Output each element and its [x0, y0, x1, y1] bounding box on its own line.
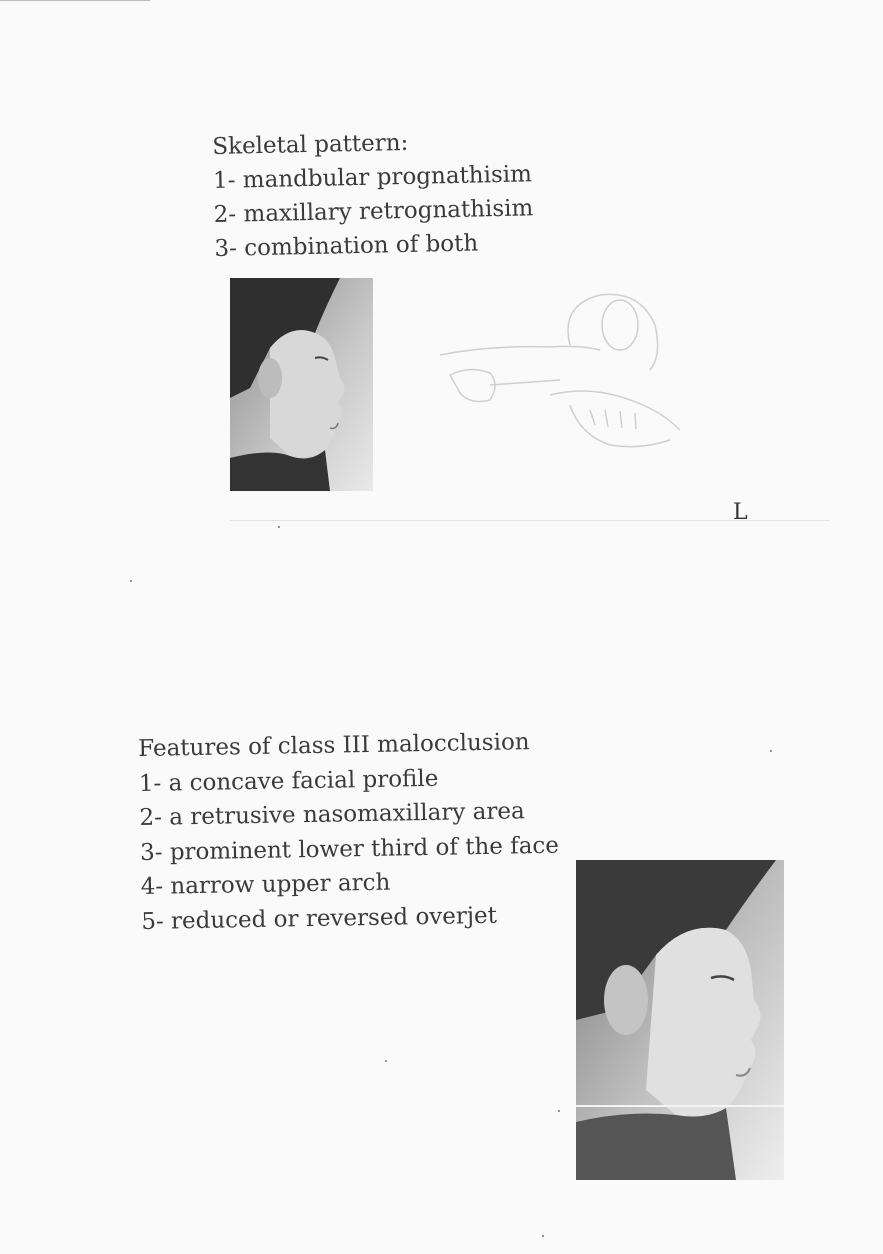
- skeletal-pattern-section: [212, 123, 534, 266]
- list-item: 2- a retrusive nasomaxillary area: [139, 798, 525, 831]
- scan-artifact-line: [0, 0, 150, 1]
- skeletal-pattern-heading: Skeletal pattern:: [212, 129, 409, 160]
- profile-photo-small: [230, 278, 373, 491]
- scan-speck: [558, 1110, 560, 1112]
- skull-sketch-image: [430, 285, 690, 475]
- scan-speck: [130, 580, 132, 582]
- scan-speck: [542, 1235, 544, 1237]
- features-heading: Features of class III malocclusion: [138, 729, 530, 762]
- page-mark: L: [733, 500, 748, 525]
- list-item: 3- combination of both: [214, 230, 479, 262]
- list-item: 4- narrow upper arch: [140, 869, 391, 900]
- scan-speck: [278, 526, 280, 528]
- list-item: 2- maxillary retrognathisim: [213, 195, 534, 228]
- list-item: 1- a concave facial profile: [138, 765, 439, 797]
- list-item: 5- reduced or reversed overjet: [141, 902, 498, 935]
- list-item: 1- mandbular prognathisim: [212, 161, 533, 194]
- scan-speck: [385, 1060, 387, 1062]
- scan-speck: [770, 750, 772, 752]
- profile-photo-large: [576, 860, 784, 1180]
- class-iii-features-section: [138, 725, 560, 939]
- list-item: 3- prominent lower third of the face: [139, 832, 560, 866]
